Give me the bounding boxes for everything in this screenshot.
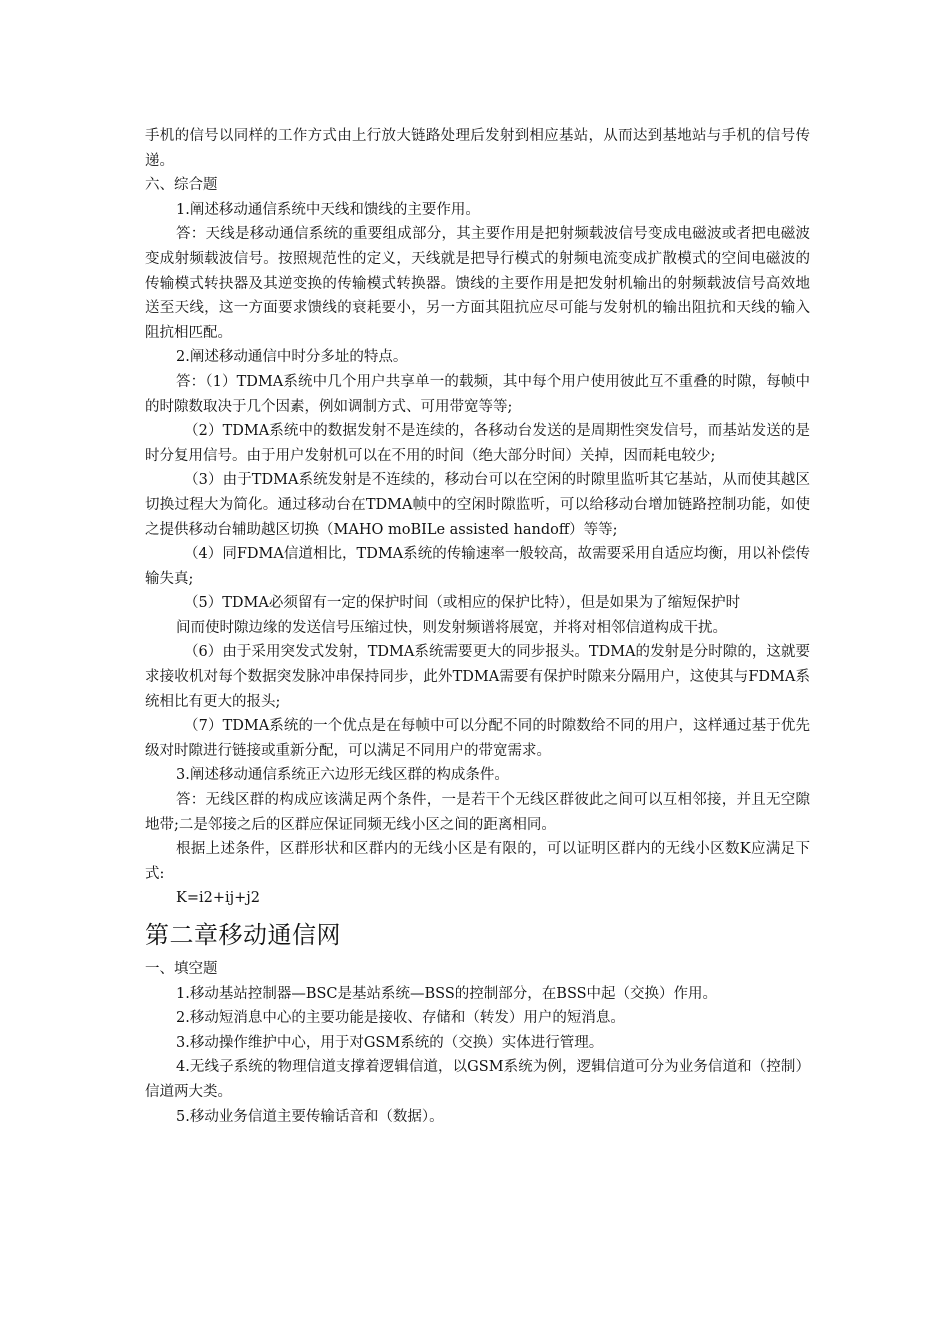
section-heading-fill-in: 一、填空题 xyxy=(145,961,218,977)
fill-item-4: 4.无线子系统的物理信道支撑着逻辑信道，以GSM系统为例，逻辑信道可分为业务信道和（控制）信道两大类。 xyxy=(145,1059,810,1100)
question-1: 1.阐述移动通信系统中天线和馈线的主要作用。 xyxy=(176,201,480,218)
answer-2-item-2: （2）TDMA系统中的数据发射不是连续的，各移动台发送的是周期性突发信号，而基站发送的是时分复用信号。由于用户发射机可以在不用的时间（绝大部分时间）关掉，因而耗电较少; xyxy=(145,423,810,464)
answer-3-part-1: 答：无线区群的构成应该满足两个条件，一是若干个无线区群彼此之间可以互相邻接，并且无空隙地带;二是邻接之后的区群应保证同频无线小区之间的距离相同。 xyxy=(145,792,810,833)
answer-2-item-7: （7）TDMA系统的一个优点是在每帧中可以分配不同的时隙数给不同的用户，这样通过基于优先级对时隙进行链接或重新分配，可以满足不同用户的带宽需求。 xyxy=(145,718,810,759)
intro-paragraph: 手机的信号以同样的工作方式由上行放大链路处理后发射到相应基站，从而达到基地站与手机的信号传递。 xyxy=(145,128,810,169)
answer-3-part-2: 根据上述条件，区群形状和区群内的无线小区是有限的，可以证明区群内的无线小区数K应满足下式: xyxy=(145,841,810,882)
chapter-title: 第二章移动通信网 xyxy=(145,921,341,949)
fill-item-1: 1.移动基站控制器—BSC是基站系统—BSS的控制部分，在BSS中起（交换）作用。 xyxy=(176,985,718,1002)
cluster-formula: K=i2+ij+j2 xyxy=(176,890,260,907)
fill-item-2: 2.移动短消息中心的主要功能是接收、存储和（转发）用户的短消息。 xyxy=(176,1010,625,1027)
answer-2-item-3: （3）由于TDMA系统发射是不连续的，移动台可以在空闲的时隙里监听其它基站，从而使其越区切换过程大为简化。通过移动台在TDMA帧中的空闲时隙监听，可以给移动台增加链路控制功能，如使之提供移动台辅助越区切换（MAHO moBILe assisted handoff）等等; xyxy=(145,472,810,538)
answer-2-item-5-continued: 间而使时隙边缘的发送信号压缩过快，则发射频谱将展宽，并将对相邻信道构成干扰。 xyxy=(176,619,727,636)
fill-item-3: 3.移动操作维护中心，用于对GSM系统的（交换）实体进行管理。 xyxy=(176,1034,604,1051)
question-2: 2.阐述移动通信中时分多址的特点。 xyxy=(176,349,408,366)
fill-item-5: 5.移动业务信道主要传输话音和（数据）。 xyxy=(176,1108,444,1125)
section-heading-comprehensive: 六、综合题 xyxy=(145,177,218,194)
document-body xyxy=(145,124,810,1129)
answer-1: 答：天线是移动通信系统的重要组成部分，其主要作用是把射频载波信号变成电磁波或者把电磁波变成射频载波信号。按照规范性的定义，天线就是把导行模式的射频电流变成扩散模式的空间电磁波的传输模式转抉器及其逆变换的传输模式转换器。馈线的主要作用是把发射机输出的射频载波信号高效地送至天线，这一方面要求馈线的衰耗要小，另一方面其阻抗应尽可能与发射机的输出阻抗和天线的输入阻抗相匹配。 xyxy=(145,226,810,341)
answer-2-item-1: 答：（1）TDMA系统中几个用户共享单一的载频，其中每个用户使用彼此互不重叠的时隙，每帧中的时隙数取决于几个因素，例如调制方式、可用带宽等等; xyxy=(145,373,810,415)
question-3: 3.阐述移动通信系统正六边形无线区群的构成条件。 xyxy=(176,767,509,784)
answer-2-item-6: （6）由于采用突发式发射，TDMA系统需要更大的同步报头。TDMA的发射是分时隙的，这就要求接收机对每个数据突发脉冲串保持同步，此外TDMA需要有保护时隙来分隔用户，这使其与FDMA系统相比有更大的报头; xyxy=(145,644,810,710)
answer-2-item-4: （4）同FDMA信道相比，TDMA系统的传输速率一般较高，故需要采用自适应均衡，用以补偿传输失真; xyxy=(145,546,810,587)
answer-2-item-5: （5）TDMA必须留有一定的保护时间（或相应的保护比特），但是如果为了缩短保护时 xyxy=(184,595,741,612)
